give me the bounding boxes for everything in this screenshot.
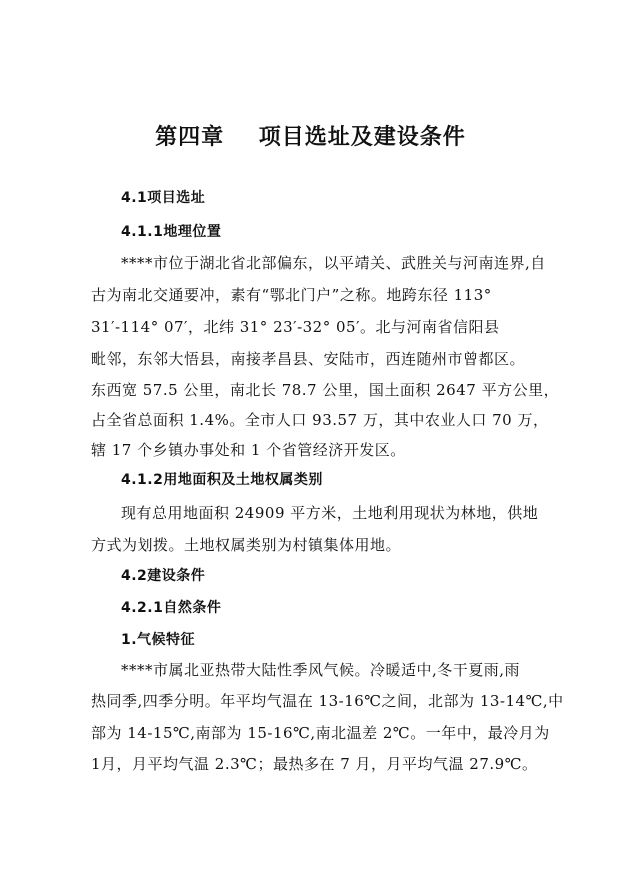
paragraph-line: 东西宽 57.5 公里，南北长 78.7 公里，国土面积 2647 平方公里， <box>91 381 560 399</box>
section-heading-4-1-1: 4.1.1地理位置 <box>121 224 222 240</box>
paragraph-line: ****市位于湖北省北部偏东，以平靖关、武胜关与河南连界,自 <box>121 254 546 272</box>
paragraph-line: 1月，月平均气温 2.3℃；最热多在 7 月，月平均气温 27.9℃。 <box>91 755 538 773</box>
section-heading-4-1-2: 4.1.2用地面积及土地权属类别 <box>121 472 323 488</box>
paragraph-line: ****市属北亚热带大陆性季风气候。冷暖适中,冬干夏雨,雨 <box>121 661 521 679</box>
paragraph-line: 31′-114° 07′，北纬 31° 23′-32° 05′。北与河南省信阳县 <box>91 318 500 336</box>
subheading-climate: 1.气候特征 <box>121 632 196 648</box>
paragraph-line: 毗邻，东邻大悟县，南接孝昌县、安陆市，西连随州市曾都区。 <box>91 350 526 368</box>
section-heading-4-1: 4.1项目选址 <box>121 190 206 206</box>
paragraph-line: 辖 17 个乡镇办事处和 1 个省管经济开发区。 <box>91 441 406 459</box>
paragraph-line: 现有总用地面积 24909 平方米，土地利用现状为林地，供地 <box>121 504 539 522</box>
paragraph-line: 方式为划拨。土地权属类别为村镇集体用地。 <box>91 536 402 554</box>
section-heading-4-2: 4.2建设条件 <box>121 568 206 584</box>
section-heading-4-2-1: 4.2.1自然条件 <box>121 600 222 616</box>
paragraph-line: 热同季,四季分明。年平均气温在 13-16℃之间，北部为 13-14℃,中 <box>91 692 564 710</box>
paragraph-line: 部为 14-15℃,南部为 15-16℃,南北温差 2℃。一年中，最冷月为 <box>91 724 550 742</box>
paragraph-line: 占全省总面积 1.4%。全市人口 93.57 万，其中农业人口 70 万， <box>91 411 549 429</box>
paragraph-line: 古为南北交通要冲，素有“鄂北门户”之称。地跨东径 113° <box>91 286 492 304</box>
chapter-title: 第四章 项目选址及建设条件 <box>155 125 466 150</box>
